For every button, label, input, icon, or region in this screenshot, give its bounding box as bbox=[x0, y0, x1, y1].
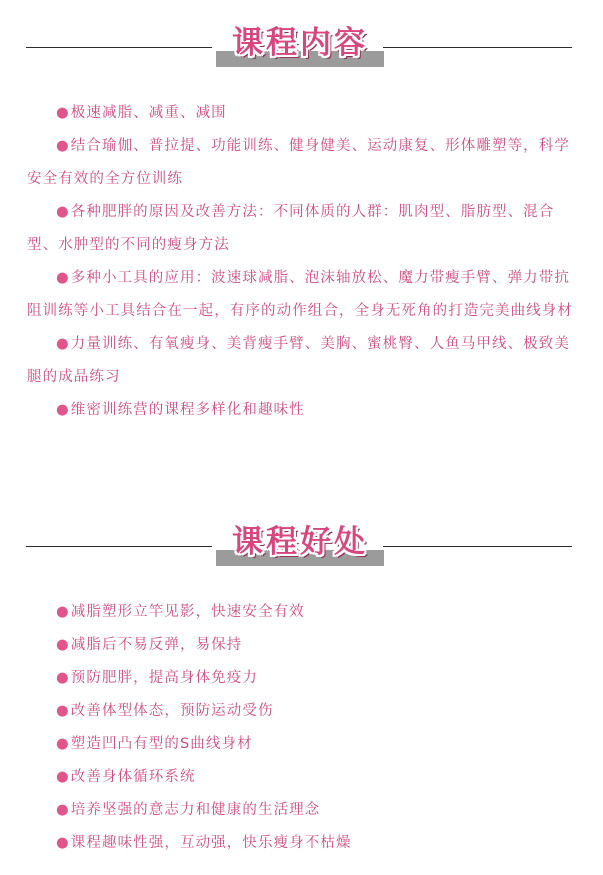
list-item-text: 预防肥胖，提高身体免疫力 bbox=[70, 670, 258, 686]
list-item bbox=[27, 794, 575, 827]
divider-line-left bbox=[26, 47, 212, 48]
list-item bbox=[27, 130, 575, 196]
list-item bbox=[27, 196, 575, 262]
section-header-course-content bbox=[26, 27, 572, 71]
bullet-dot-icon: ● bbox=[56, 670, 70, 686]
list-item-text: 力量训练、有氧瘦身、美背瘦手臂、美胸、蜜桃臀、人鱼马甲线、极致美腿的成品练习 bbox=[27, 336, 570, 385]
bullet-dot-icon: ● bbox=[56, 336, 70, 352]
list-item-text: 结合瑜伽、普拉提、功能训练、健身健美、运动康复、形体雕塑等，科学安全有效的全方位训练 bbox=[27, 138, 570, 187]
list-item-text: 多种小工具的应用：波速球减脂、泡沫轴放松、魔力带瘦手臂、弹力带抗阻训练等小工具结合在一起，有序的动作组合，全身无死角的打造完美曲线身材 bbox=[27, 270, 573, 319]
list-item bbox=[27, 761, 575, 794]
list-item bbox=[27, 728, 575, 761]
bullet-dot-icon: ● bbox=[56, 138, 70, 154]
list-item bbox=[27, 328, 575, 394]
list-item-text: 减脂塑形立竿见影，快速安全有效 bbox=[70, 604, 305, 620]
bullet-dot-icon: ● bbox=[56, 769, 70, 785]
course-benefits-list bbox=[27, 596, 575, 860]
bullet-dot-icon: ● bbox=[56, 604, 70, 620]
list-item bbox=[27, 629, 575, 662]
list-item-text: 改善体型体态，预防运动受伤 bbox=[70, 703, 274, 719]
divider-line-left bbox=[26, 546, 212, 547]
list-item-text: 培养坚强的意志力和健康的生活理念 bbox=[70, 802, 321, 818]
bullet-dot-icon: ● bbox=[56, 736, 70, 752]
list-item-text: 极速减脂、减重、减围 bbox=[70, 105, 227, 121]
course-content-list bbox=[27, 97, 575, 427]
list-item-text: 维密训练营的课程多样化和趣味性 bbox=[70, 402, 305, 418]
list-item-text: 塑造凹凸有型的S曲线身材 bbox=[70, 736, 253, 752]
bullet-dot-icon: ● bbox=[56, 802, 70, 818]
bullet-dot-icon: ● bbox=[56, 402, 70, 418]
list-item bbox=[27, 97, 575, 130]
bullet-dot-icon: ● bbox=[56, 270, 70, 286]
list-item-text: 改善身体循环系统 bbox=[70, 769, 196, 785]
section-header-course-benefits bbox=[26, 526, 572, 570]
list-item bbox=[27, 596, 575, 629]
section-title-banner bbox=[216, 27, 384, 71]
bullet-dot-icon: ● bbox=[56, 835, 70, 851]
bullet-dot-icon: ● bbox=[56, 105, 70, 121]
divider-line-right bbox=[383, 47, 572, 48]
bullet-dot-icon: ● bbox=[56, 204, 70, 220]
list-item-text: 减脂后不易反弹，易保持 bbox=[70, 637, 243, 653]
bullet-dot-icon: ● bbox=[56, 703, 70, 719]
list-item bbox=[27, 695, 575, 728]
list-item bbox=[27, 394, 575, 427]
list-item-text: 各种肥胖的原因及改善方法：不同体质的人群：肌肉型、脂肪型、混合型、水肿型的不同的瘦身方法 bbox=[27, 204, 555, 253]
bullet-dot-icon: ● bbox=[56, 637, 70, 653]
section-title: 课程内容 bbox=[232, 25, 368, 61]
list-item bbox=[27, 262, 575, 328]
divider-line-right bbox=[383, 546, 572, 547]
list-item-text: 课程趣味性强，互动强，快乐瘦身不枯燥 bbox=[70, 835, 352, 851]
section-title-banner bbox=[216, 526, 384, 570]
list-item bbox=[27, 827, 575, 860]
list-item bbox=[27, 662, 575, 695]
section-title: 课程好处 bbox=[232, 524, 368, 560]
